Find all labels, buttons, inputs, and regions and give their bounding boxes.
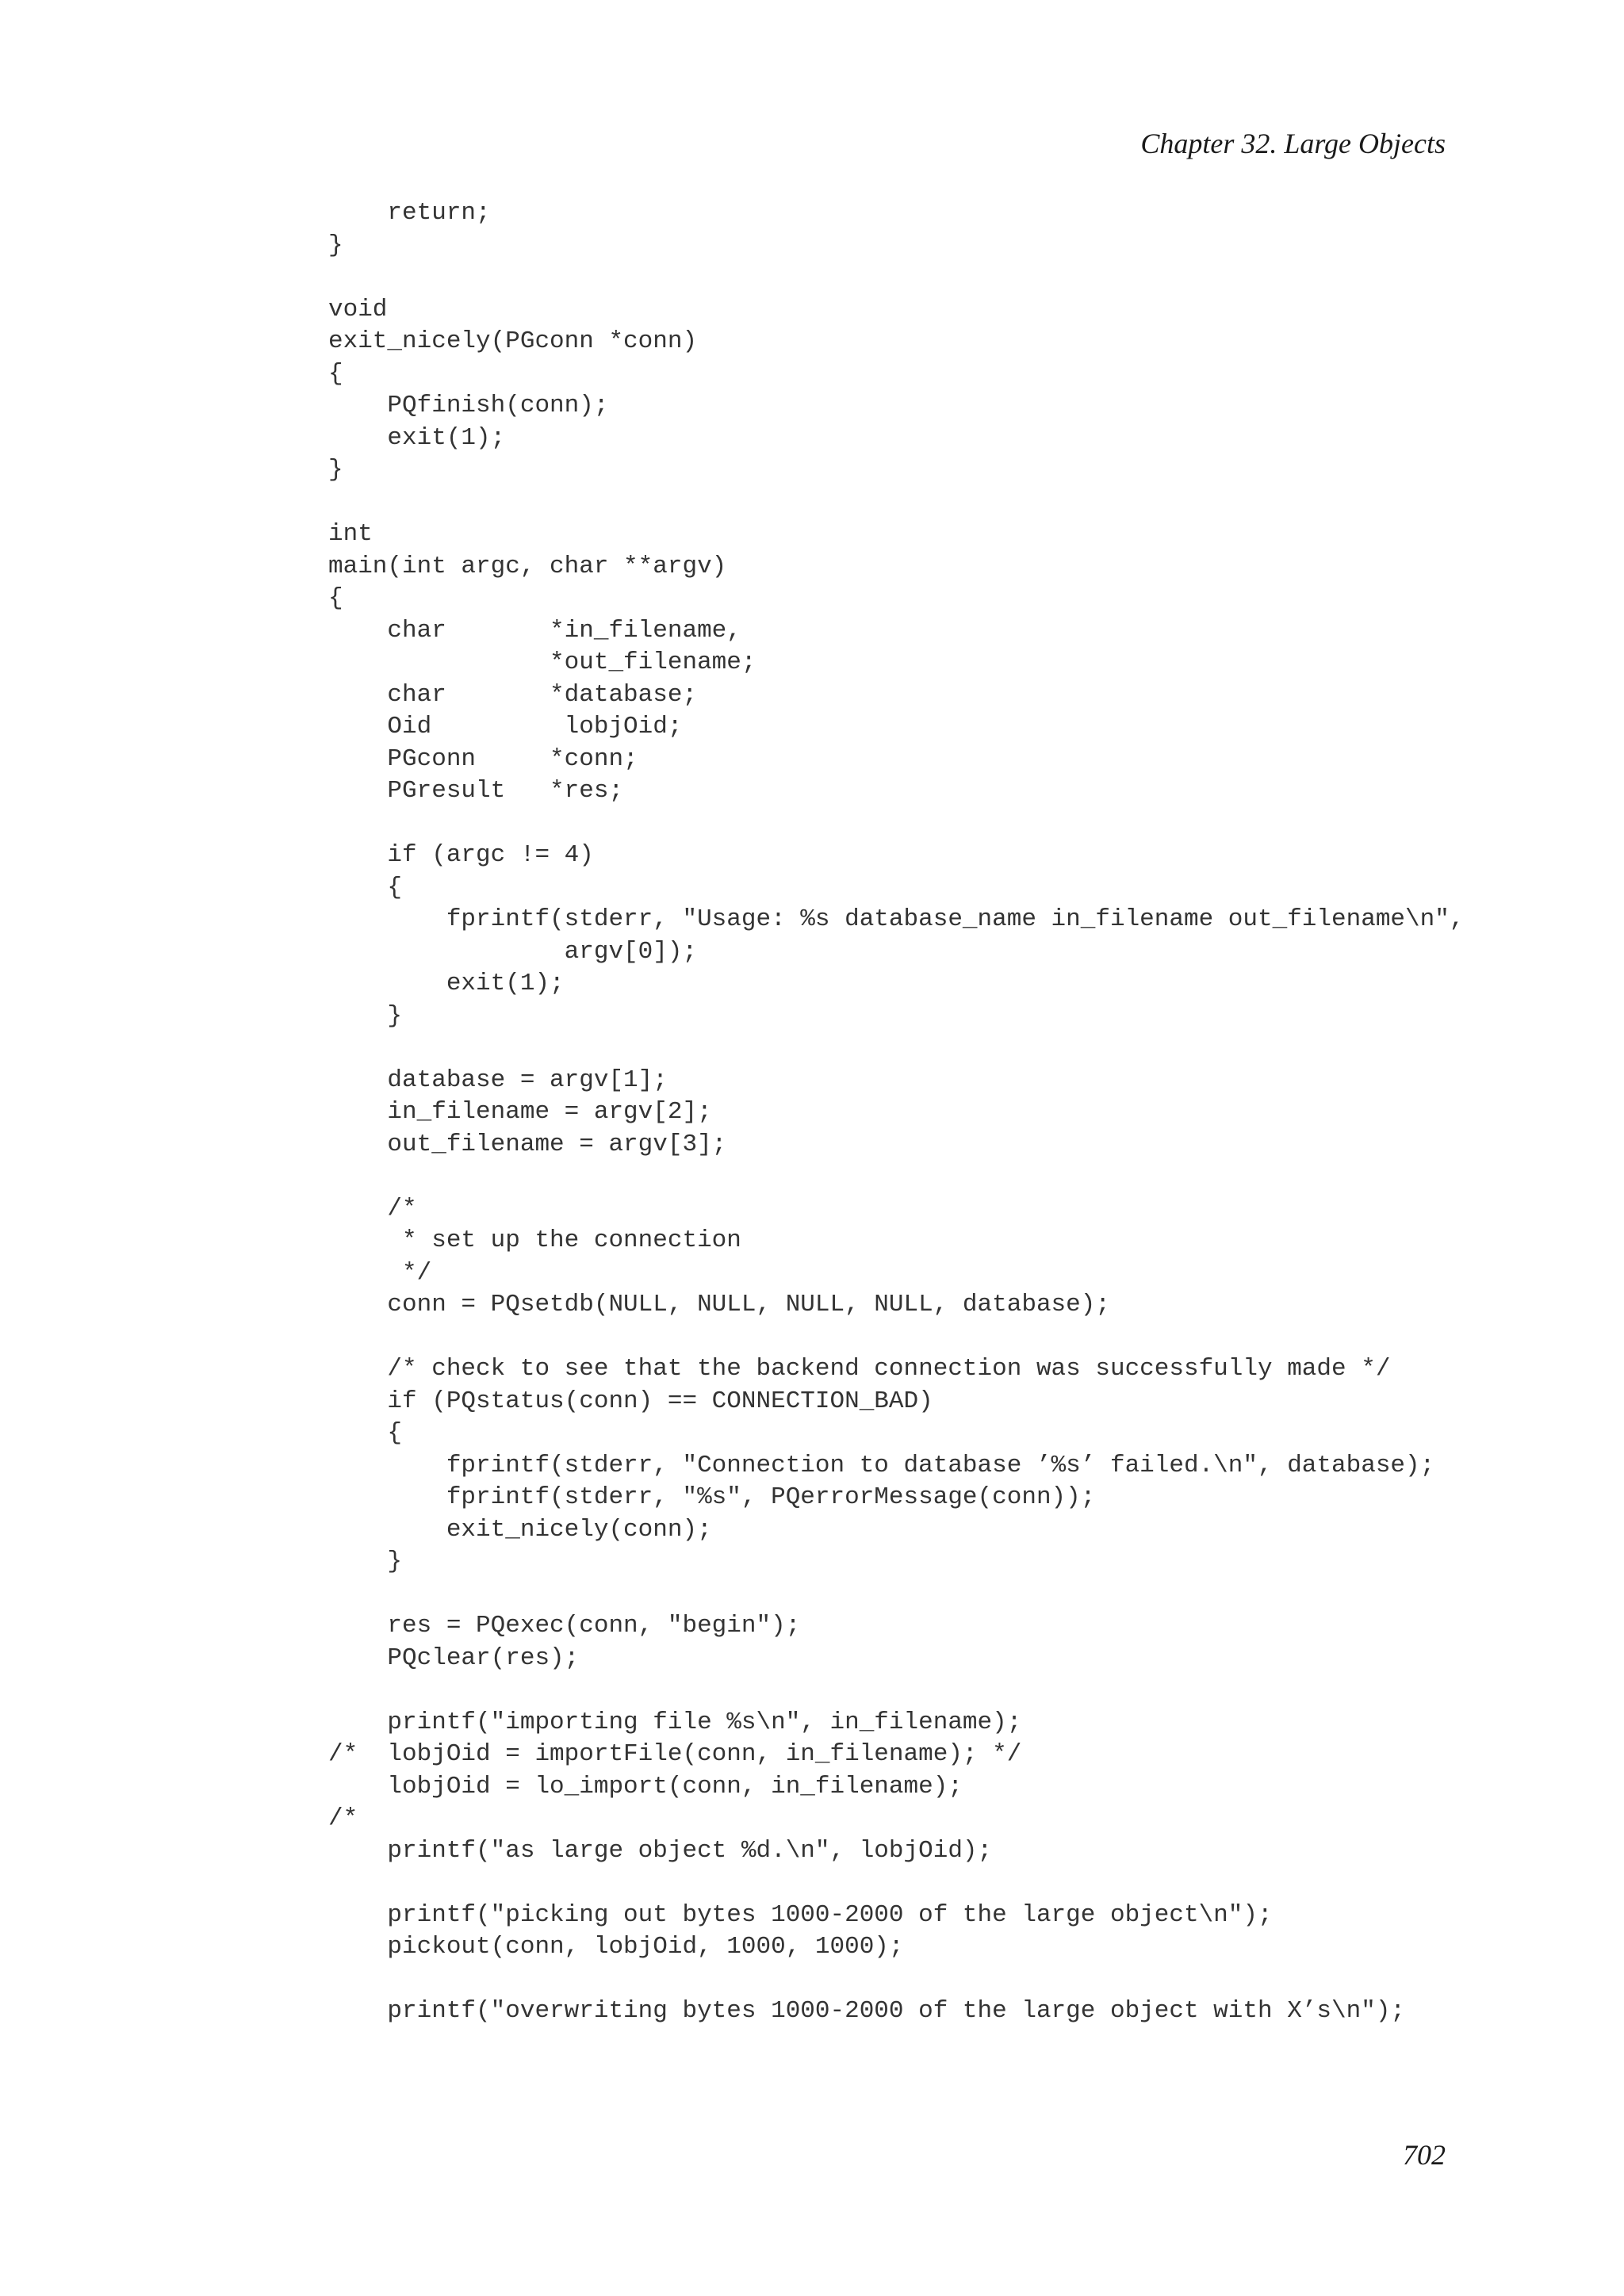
code-line: printf("importing file %s\n", in_filename); [328, 1708, 1022, 1736]
code-line: } [328, 1001, 403, 1030]
code-line: { [328, 1419, 403, 1447]
code-line [328, 262, 1565, 294]
code-line: } [328, 456, 343, 484]
code-line: exit(1); [328, 970, 565, 997]
code-line: argv[0]); [328, 937, 698, 966]
code-line: conn = PQsetdb(NULL, NULL, NULL, NULL, database); [328, 1291, 1110, 1318]
code-line: database = argv[1]; [328, 1066, 668, 1094]
running-header: Chapter 32. Large Objects [1140, 128, 1446, 159]
code-line [328, 1161, 1565, 1193]
code-line [328, 808, 1565, 840]
code-line: /* lobjOid = importFile(conn, in_filename); */ [328, 1740, 1022, 1768]
code-line [328, 1578, 1565, 1611]
code-line: /* check to see that the backend connection was successfully made */ [328, 1355, 1391, 1383]
code-line: PGresult *res; [328, 777, 624, 805]
code-line [328, 1322, 1565, 1354]
code-line [328, 1674, 1565, 1707]
code-line: */ [328, 1258, 432, 1287]
code-line: Oid lobjOid; [328, 713, 683, 740]
code-line [328, 1032, 1565, 1065]
code-line [328, 1964, 1565, 1996]
code-line: res = PQexec(conn, "begin"); [328, 1612, 801, 1640]
page-number: 702 [1403, 2139, 1446, 2171]
code-line: lobjOid = lo_import(conn, in_filename); [328, 1772, 963, 1800]
code-line: * set up the connection [328, 1226, 741, 1254]
code-line: *out_filename; [328, 649, 756, 676]
code-line: return; [328, 199, 491, 227]
code-line: PGconn *conn; [328, 744, 638, 773]
code-line: PQfinish(conn); [328, 392, 609, 419]
code-line: /* [328, 1194, 417, 1223]
code-line: int [328, 520, 373, 548]
code-line: fprintf(stderr, "Usage: %s database_name in_filename out_filename\n", [328, 905, 1465, 933]
code-line: } [328, 231, 343, 259]
code-line: in_filename = argv[2]; [328, 1098, 712, 1126]
code-line: } [328, 1548, 403, 1575]
code-line [328, 487, 1565, 519]
code-line: exit_nicely(PGconn *conn) [328, 327, 698, 355]
code-line: printf("as large object %d.\n", lobjOid); [328, 1836, 993, 1865]
code-line: out_filename = argv[3]; [328, 1130, 727, 1158]
code-line: fprintf(stderr, "Connection to database ’%s’ failed.\n", database); [328, 1451, 1435, 1479]
code-line: { [328, 873, 403, 901]
code-line: PQclear(res); [328, 1644, 580, 1672]
code-line: if (argc != 4) [328, 841, 594, 869]
code-line: exit_nicely(conn); [328, 1515, 712, 1544]
code-line [328, 1867, 1565, 1900]
code-line: pickout(conn, lobjOid, 1000, 1000); [328, 1933, 904, 1961]
code-line: char *database; [328, 680, 698, 709]
code-line: main(int argc, char **argv) [328, 552, 727, 580]
code-line: { [328, 584, 343, 612]
code-line: if (PQstatus(conn) == CONNECTION_BAD) [328, 1387, 933, 1415]
code-line: fprintf(stderr, "%s", PQerrorMessage(conn)); [328, 1483, 1096, 1511]
code-line: { [328, 359, 343, 388]
code-line: printf("picking out bytes 1000-2000 of the large object\n"); [328, 1900, 1273, 1929]
code-line: char *in_filename, [328, 616, 741, 645]
code-line: printf("overwriting bytes 1000-2000 of the large object with X’s\n"); [328, 1997, 1406, 2025]
code-line: void [328, 295, 388, 323]
code-line: exit(1); [328, 423, 506, 452]
code-listing [328, 197, 1565, 2028]
code-line: /* [328, 1804, 358, 1832]
